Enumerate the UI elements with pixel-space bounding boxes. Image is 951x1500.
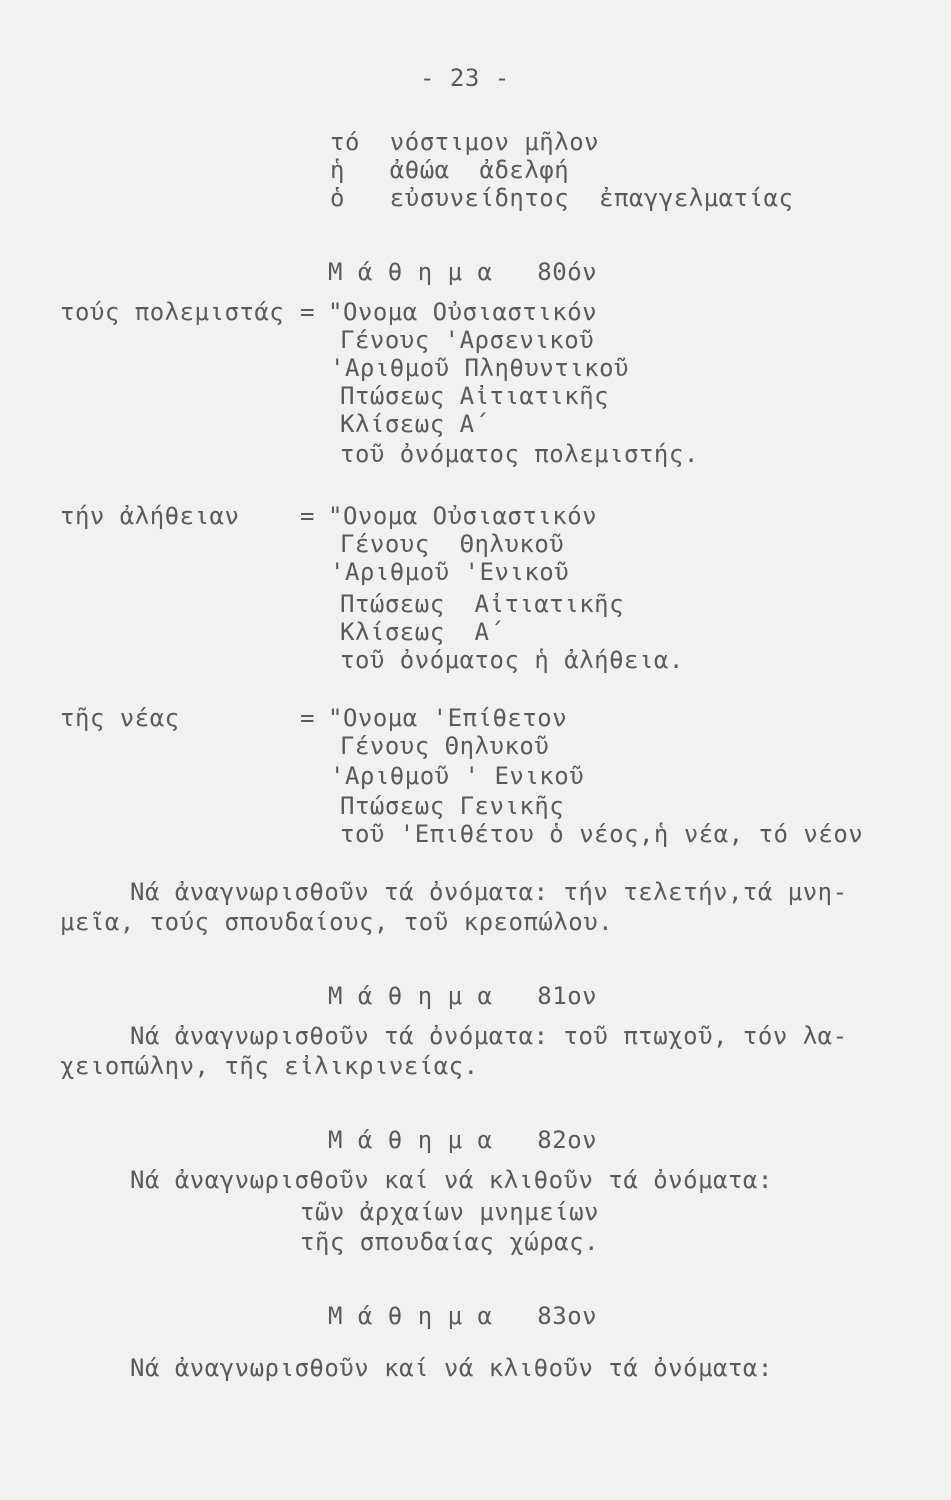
exercise-line: Νά ἀναγνωρισθοῦν καί νά κλιθοῦν τά ὀνόματα: [130,1354,773,1382]
lesson-83-title: Μ ά θ η μ α 83ον [328,1302,598,1330]
parse-line: Γένους Θηλυκοῦ [340,732,550,760]
parse-line: 'Αριθμοῦ ' Ενικοῦ [330,762,585,790]
exercise-line: τῶν ἀρχαίων μνημείων [300,1198,599,1226]
parse-line: Κλίσεως Α΄ [340,618,505,646]
parse-line: τοῦ 'Επιθέτου ὁ νέος,ἡ νέα, τό νέον [340,820,864,848]
parse-line: Πτώσεως Γενικῆς [340,792,565,820]
exercise-line: Νά ἀναγνωρισθοῦν καί νά κλιθοῦν τά ὀνόματα: [130,1166,773,1194]
exercise-line: μεῖα, τούς σπουδαίους, τοῦ κρεοπώλου. [60,908,614,936]
equals-sign: = [300,704,315,732]
exercise-line: χειοπώλην, τῆς εἰλικρινείας. [60,1052,479,1080]
exercise-line: Νά ἀναγνωρισθοῦν τά ὀνόματα: τήν τελετήν,τά μνη- [130,878,848,906]
exercise-line: Νά ἀναγνωρισθοῦν τά ὀνόματα: τοῦ πτωχοῦ, τόν λα- [130,1022,848,1050]
parse-line: Πτώσεως Αἰτιατικῆς [340,382,610,410]
lesson-81-title: Μ ά θ η μ α 81ον [328,982,598,1010]
parse-line: Γένους 'Αρσενικοῦ [340,326,595,354]
parse-line: "Ονομα 'Επίθετον [328,704,568,732]
page-number: - 23 - [420,64,510,92]
parse-line: 'Αριθμοῦ 'Ενικοῦ [330,558,570,586]
parse-line: Κλίσεως Α΄ [340,410,490,438]
intro-line: ὁ εὐσυνείδητος ἐπαγγελματίας [330,184,794,212]
parse-line: Γένους Θηλυκοῦ [340,530,565,558]
parsed-word: τήν ἀλήθειαν [60,502,240,530]
parsed-word: τῆς νέας [60,704,180,732]
parse-line: "Ονομα Οὐσιαστικόν [328,298,598,326]
intro-line: ἡ ἀθώα ἀδελφή [330,156,570,184]
equals-sign: = [300,298,315,326]
parsed-word: τούς πολεμιστάς [60,298,285,326]
lesson-80-title: Μ ά θ η μ α 80όν [328,258,598,286]
equals-sign: = [300,502,315,530]
parse-line: τοῦ ὀνόματος ἡ ἀλήθεια. [340,646,684,674]
intro-line: τό νόστιμον μῆλον [330,128,600,156]
lesson-82-title: Μ ά θ η μ α 82ον [328,1126,598,1154]
exercise-line: τῆς σπουδαίας χώρας. [300,1228,599,1256]
parse-line: Πτώσεως Αἰτιατικῆς [340,590,625,618]
parse-line: "Ονομα Οὐσιαστικόν [328,502,598,530]
parse-line: τοῦ ὀνόματος πολεμιστής. [340,440,699,468]
parse-line: 'Αριθμοῦ Πληθυντικοῦ [330,354,629,382]
